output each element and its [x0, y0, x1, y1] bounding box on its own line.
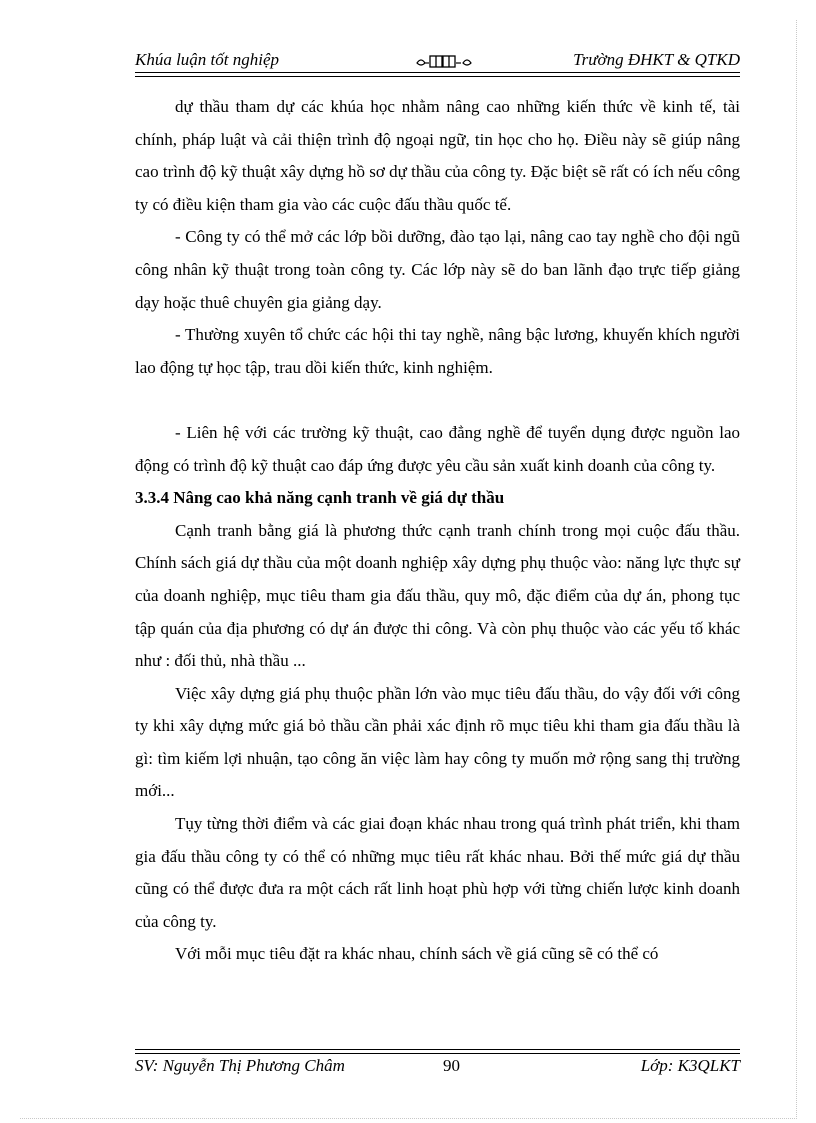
- paragraph: dự thầu tham dự các khúa học nhằm nâng cao những kiến thức về kinh tế, tài chính, pháp luật và cải thiện trình độ ngoại ngữ, tin học cho họ. Điều này sẽ giúp nâng cao trình độ kỹ thuật xây dựng hồ sơ dự thầu của công ty. Đặc biệt sẽ rất có ích nếu công ty có điều kiện tham gia vào các cuộc đấu thầu quốc tế.: [135, 97, 740, 214]
- paragraph: Việc xây dựng giá phụ thuộc phần lớn vào mục tiêu đấu thầu, do vậy đối với công ty khi xây dựng mức giá bỏ thầu cần phải xác định rõ mục tiêu khi tham gia đấu thầu là gì: tìm kiếm lợi nhuận, tạo công ăn việc làm hay công ty muốn mở rộng sang thị trường mới...: [135, 683, 740, 801]
- header-university: Trường ĐHKT & QTKD: [573, 50, 740, 69]
- header-thesis-title: Khúa luận tốt nghiệp: [135, 50, 280, 69]
- header-rule: [135, 72, 740, 77]
- page-number: 90: [443, 1056, 460, 1075]
- paragraph: Với mỗi mục tiêu đặt ra khác nhau, chính sách về giá cũng sẽ có thể có: [175, 944, 659, 964]
- paragraph: Tụy từng thời điểm và các giai đoạn khác nhau trong quá trình phát triển, khi tham gia đấu thầu công ty có thể có những mục tiêu rất khác nhau. Bởi thế mức giá dự thầu cũng có thể được đưa ra một cách rất linh hoạt phù hợp với từng chiến lược kinh doanh của công ty.: [135, 814, 740, 931]
- document-body: [135, 91, 740, 971]
- footer-rule: [135, 1049, 740, 1054]
- footer-student-name: SV: Nguyễn Thị Phương Châm: [135, 1056, 345, 1075]
- section-heading: 3.3.4 Nâng cao khả năng cạnh tranh về giá dự thầu: [135, 488, 505, 508]
- paragraph: Cạnh tranh bằng giá là phương thức cạnh tranh chính trong mọi cuộc đấu thầu. Chính sách giá dự thầu của một doanh nghiệp xây dựng phụ thuộc vào: năng lực thực sự của doanh nghiệp, mục tiêu tham gia đấu thầu, quy mô, đặc điểm của dự án, phong tục tập quán của địa phương có dự án được thi công. Và còn phụ thuộc vào các yếu tố khác như : đối thủ, nhà thầu ...: [135, 520, 740, 671]
- paragraph: - Liên hệ với các trường kỹ thuật, cao đẳng nghề để tuyển dụng được nguồn lao động có trình độ kỹ thuật cao đáp ứng được yêu cầu sản xuất kinh doanh của công ty.: [135, 422, 740, 475]
- page-footer: [135, 1056, 740, 1078]
- footer-class: Lớp: K3QLKT: [640, 1056, 740, 1075]
- paragraph: - Công ty có thể mở các lớp bồi dưỡng, đào tạo lại, nâng cao tay nghề cho đội ngũ công nhân kỹ thuật trong toàn công ty. Các lớp này sẽ do ban lãnh đạo trực tiếp giảng dạy hoặc thuê chuyên gia giảng dạy.: [135, 227, 740, 312]
- book-ornament-icon: [415, 53, 473, 69]
- paragraph: - Thường xuyên tổ chức các hội thi tay nghề, nâng bậc lương, khuyến khích người lao động tự học tập, trau dồi kiến thức, kinh nghiệm.: [135, 325, 740, 377]
- blank-line: [135, 384, 740, 417]
- page-header: [135, 50, 740, 72]
